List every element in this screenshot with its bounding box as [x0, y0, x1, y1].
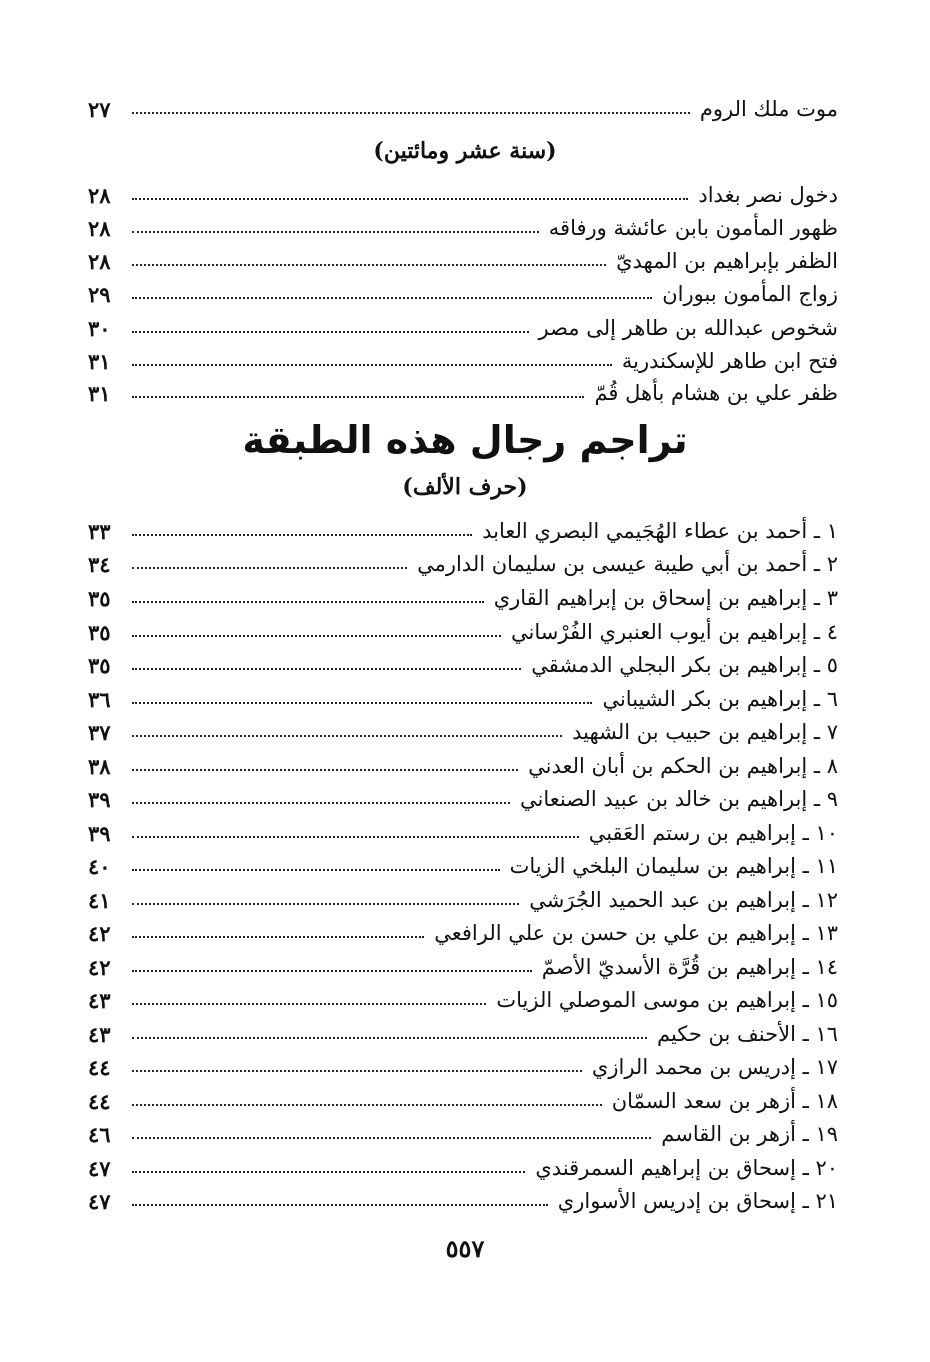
entry-title: ١٧ ـ إدريس بن محمد الرازي [591, 1055, 838, 1079]
entry-page-number: ٢٨ [88, 216, 111, 241]
entry-page-number: ٣٧ [88, 720, 111, 745]
toc-entry [88, 711, 838, 743]
entry-title: ٢٠ ـ إسحاق بن إبراهيم السمرقندي [535, 1156, 838, 1180]
entry-page-number: ٤٣ [88, 1022, 111, 1047]
entry-title: فتح ابن طاهر للإسكندرية [621, 349, 838, 373]
toc-entry [88, 778, 838, 810]
toc-entry [88, 543, 838, 575]
entry-title: شخوص عبدالله بن طاهر إلى مصر [538, 316, 838, 340]
toc-entry [88, 372, 838, 404]
dot-leader [132, 1036, 647, 1039]
dot-leader [132, 1002, 486, 1005]
entry-title: ١٣ ـ إبراهيم بن علي بن حسن بن علي الرافعي [434, 921, 838, 945]
dot-leader [132, 835, 579, 838]
entry-title: ٢١ ـ إسحاق بن إدريس الأسواري [557, 1189, 838, 1213]
toc-entry [88, 1180, 838, 1212]
toc-entry [88, 912, 838, 944]
entry-page-number: ٢٨ [88, 249, 111, 274]
toc-entry [88, 510, 838, 542]
entry-title: ٩ ـ إبراهيم بن خالد بن عبيد الصنعاني [520, 787, 838, 811]
dot-leader [132, 1170, 525, 1173]
toc-entry [88, 979, 838, 1011]
toc-entry [88, 207, 838, 239]
entry-title: موت ملك الروم [699, 97, 838, 121]
entry-page-number: ٣٥ [88, 653, 111, 678]
toc-entry [88, 340, 838, 372]
entry-page-number: ٤٢ [88, 921, 111, 946]
entry-page-number: ٣١ [88, 381, 111, 406]
dot-leader [132, 1203, 548, 1206]
entry-title: دخول نصر بغداد [698, 183, 838, 207]
dot-leader [132, 734, 562, 737]
dot-leader [132, 197, 688, 200]
entry-page-number: ٣٣ [88, 519, 111, 544]
dot-leader [132, 263, 606, 266]
toc-entry [88, 678, 838, 710]
toc-entry [88, 240, 838, 272]
dot-leader [132, 902, 519, 905]
toc-entry [88, 307, 838, 339]
toc-entry [88, 1046, 838, 1078]
entry-page-number: ٤٧ [88, 1156, 111, 1181]
footer-page-number: ٥٥٧ [445, 1234, 485, 1263]
dot-leader [132, 935, 424, 938]
entry-page-number: ٢٨ [88, 183, 111, 208]
section-heading-year: (سنة عشر ومائتين) [373, 138, 557, 164]
entry-title: ٣ ـ إبراهيم بن إسحاق بن إبراهيم القاري [493, 586, 838, 610]
dot-leader [132, 801, 510, 804]
entry-title: ظفر علي بن هشام بأهل قُمّ [594, 381, 838, 405]
dot-leader [132, 768, 518, 771]
dot-leader [132, 969, 532, 972]
entry-page-number: ٣٤ [88, 552, 111, 577]
toc-entry [88, 611, 838, 643]
entry-title: ١٠ ـ إبراهيم بن رستم العَقبي [588, 821, 838, 845]
entry-page-number: ٤٤ [88, 1089, 111, 1114]
dot-leader [132, 634, 501, 637]
entry-page-number: ٣٥ [88, 586, 111, 611]
toc-entry [88, 879, 838, 911]
toc-entry [88, 812, 838, 844]
dot-leader [132, 230, 539, 233]
section-heading-alif: (حرف الألف) [402, 474, 528, 500]
entry-title: ١٦ ـ الأحنف بن حكيم [656, 1022, 838, 1046]
toc-entry [88, 1080, 838, 1112]
entry-page-number: ٢٩ [88, 282, 111, 307]
toc-entry [88, 577, 838, 609]
entry-page-number: ٤١ [88, 888, 111, 913]
entry-page-number: ٤٣ [88, 988, 111, 1013]
entry-page-number: ٣٨ [88, 754, 111, 779]
dot-leader [132, 111, 690, 114]
dot-leader [132, 566, 407, 569]
entry-page-number: ٣٩ [88, 787, 111, 812]
toc-entry [88, 1113, 838, 1145]
toc-entry [88, 88, 838, 120]
entry-title: ٤ ـ إبراهيم بن أيوب العنبري الفُرْساني [511, 620, 838, 644]
main-heading: تراجم رجال هذه الطبقة [242, 418, 688, 462]
entry-title: زواج المأمون ببوران [662, 282, 838, 306]
entry-title: ١٥ ـ إبراهيم بن موسى الموصلي الزيات [496, 988, 838, 1012]
dot-leader [132, 363, 612, 366]
entry-title: ١٢ ـ إبراهيم بن عبد الحميد الجُرَشي [529, 888, 838, 912]
entry-title: الظفر بإبراهيم بن المهديّ [616, 249, 838, 273]
entry-title: ٧ ـ إبراهيم بن حبيب بن الشهيد [572, 720, 838, 744]
entry-page-number: ٤٦ [88, 1122, 111, 1147]
entry-title: ٦ ـ إبراهيم بن بكر الشيباني [602, 687, 838, 711]
entry-title: ٨ ـ إبراهيم بن الحكم بن أبان العدني [528, 754, 838, 778]
entry-page-number: ٤٢ [88, 955, 111, 980]
toc-entry [88, 745, 838, 777]
toc-entry [88, 845, 838, 877]
entry-page-number: ٣٠ [88, 316, 111, 341]
entry-page-number: ٣٩ [88, 821, 111, 846]
entry-title: ١ ـ أحمد بن عطاء الهُجَيمي البصري العابد [482, 519, 838, 543]
toc-entry [88, 273, 838, 305]
toc-entry [88, 174, 838, 206]
dot-leader [132, 1069, 582, 1072]
entry-title: ظهور المأمون بابن عائشة ورفاقه [548, 216, 838, 240]
entry-title: ١١ ـ إبراهيم بن سليمان البلخي الزيات [509, 854, 838, 878]
dot-leader [132, 1136, 651, 1139]
entry-page-number: ٤٤ [88, 1055, 111, 1080]
toc-entry [88, 1013, 838, 1045]
toc-entry [88, 1147, 838, 1179]
dot-leader [132, 1103, 602, 1106]
dot-leader [132, 330, 529, 333]
dot-leader [132, 600, 484, 603]
entry-title: ٢ ـ أحمد بن أبي طيبة عيسى بن سليمان الدارمي [417, 552, 838, 576]
dot-leader [132, 868, 500, 871]
dot-leader [132, 533, 472, 536]
entry-page-number: ٢٧ [88, 97, 111, 122]
entry-title: ١٤ ـ إبراهيم بن قُرَّة الأسديّ الأصمّ [541, 955, 838, 979]
dot-leader [132, 395, 584, 398]
entry-page-number: ٣٦ [88, 687, 111, 712]
entry-page-number: ٣١ [88, 349, 111, 374]
dot-leader [132, 701, 592, 704]
toc-entry [88, 644, 838, 676]
entry-page-number: ٣٥ [88, 620, 111, 645]
toc-entry [88, 946, 838, 978]
entry-page-number: ٤٠ [88, 854, 111, 879]
entry-page-number: ٤٧ [88, 1189, 111, 1214]
dot-leader [132, 296, 652, 299]
entry-title: ١٩ ـ أزهر بن القاسم [661, 1122, 838, 1146]
entry-title: ١٨ ـ أزهر بن سعد السمّان [611, 1089, 838, 1113]
dot-leader [132, 667, 521, 670]
entry-title: ٥ ـ إبراهيم بن بكر البجلي الدمشقي [531, 653, 838, 677]
